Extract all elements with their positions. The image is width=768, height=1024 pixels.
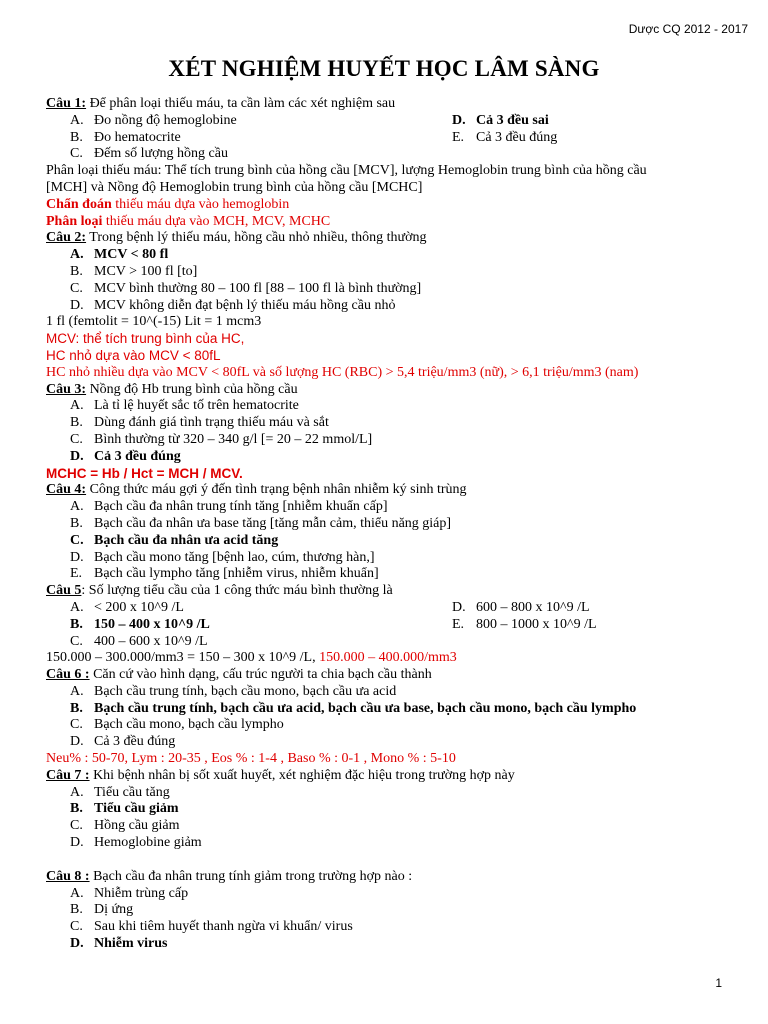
note: Phân loại thiếu máu: Thể tích trung bình của hồng cầu [MCV], lượng Hemoglobin trung bình của hồng cầu xyxy=(46,163,647,179)
option-row: A. Đo nồng độ hemoglobine D. Cả 3 đều sai xyxy=(70,112,549,128)
question-1 xyxy=(46,96,746,113)
question-6: Câu 6 : Căn cứ vào hình dạng, cấu trúc người ta chia bạch cầu thành xyxy=(46,667,432,683)
option-c: C. Sau khi tiêm huyết thanh ngừa vi khuẩn/ virus xyxy=(70,919,353,935)
option-d: D. MCV không diễn đạt bệnh lý thiếu máu hồng cầu nhỏ xyxy=(70,297,396,313)
red-note: Chẩn đoán thiếu máu dựa vào hemoglobin xyxy=(46,196,290,212)
option-d: D. Bạch cầu mono tăng [bệnh lao, cúm, thương hàn,] xyxy=(70,549,375,565)
page-number: 1 xyxy=(715,976,722,990)
option-d: D. Cả 3 đều đúng xyxy=(70,448,181,464)
option-b: B. MCV > 100 fl [to] xyxy=(70,263,198,279)
option-a: A. MCV < 80 fl xyxy=(70,247,169,263)
option-b: B. Bạch cầu trung tính, bạch cầu ưa acid, bạch cầu ưa base, bạch cầu mono, bạch cầu lympho xyxy=(70,700,637,716)
question-5: Câu 5: Số lượng tiểu cầu của 1 công thức máu bình thường là xyxy=(46,583,393,599)
course-header: Dược CQ 2012 - 2017 xyxy=(628,22,748,36)
red-note: MCHC = Hb / Hct = MCH / MCV. xyxy=(46,465,243,481)
option-a: A. Tiểu cầu tăng xyxy=(70,784,170,800)
option-a: < 200 x 10^9 /L xyxy=(94,599,184,615)
document-body xyxy=(46,96,746,953)
option-e: E. Bạch cầu lympho tăng [nhiễm virus, nhiễm khuẩn] xyxy=(70,566,379,582)
note: 1 fl (femtolit = 10^(-15) Lit = 1 mcm3 xyxy=(46,314,262,330)
option-a: Đo nồng độ hemoglobine xyxy=(94,112,237,128)
option-b: Đo hematocrite xyxy=(94,129,181,145)
note: 150.000 – 300.000/mm3 = 150 – 300 x 10^9 /L, 150.000 – 400.000/mm3 xyxy=(46,650,457,666)
option-a: A. Bạch cầu đa nhân trung tính tăng [nhiễm khuẩn cấp] xyxy=(70,499,388,515)
option-b: 150 – 400 x 10^9 /L xyxy=(94,616,210,632)
option-b: B. Dùng đánh giá tình trạng thiếu máu và sắt xyxy=(70,415,329,431)
option-row: B. Đo hematocrite E. Cả 3 đều đúng xyxy=(70,129,558,145)
red-note: Neu% : 50-70, Lym : 20-35 , Eos % : 1-4 , Baso % : 0-1 , Mono % : 5-10 xyxy=(46,751,456,767)
option-row: B. 150 – 400 x 10^9 /L E. 800 – 1000 x 10^9 /L xyxy=(70,616,597,632)
option-a: A. Bạch cầu trung tính, bạch cầu mono, bạch cầu ưa acid xyxy=(70,683,397,699)
option-c: C. Bạch cầu đa nhân ưa acid tăng xyxy=(70,532,279,548)
option-b: B. Bạch cầu đa nhân ưa base tăng [tăng mẫn cảm, thiểu năng giáp] xyxy=(70,515,452,531)
question-label: Câu 1: xyxy=(46,96,87,111)
red-note: HC nhỏ dựa vào MCV < 80fL xyxy=(46,347,221,363)
option-c: C. Bình thường từ 320 – 340 g/l [= 20 – 22 mmol/L] xyxy=(70,431,373,447)
option-b: B. Tiểu cầu giảm xyxy=(70,801,179,817)
option-d: Cả 3 đều sai xyxy=(476,112,549,128)
option-c: C. Đếm số lượng hồng cầu xyxy=(70,146,228,162)
page-title: XÉT NGHIỆM HUYẾT HỌC LÂM SÀNG xyxy=(168,56,600,81)
red-note: MCV: thể tích trung bình của HC, xyxy=(46,331,245,347)
question-3: Câu 3: Nồng độ Hb trung bình của hồng cầu xyxy=(46,381,298,397)
note: [MCH] và Nồng độ Hemoglobin trung bình của hồng cầu [MCHC] xyxy=(46,179,423,195)
question-2: Câu 2: Trong bệnh lý thiếu máu, hồng cầu nhỏ nhiều, thông thường xyxy=(46,230,427,246)
option-d: 600 – 800 x 10^9 /L xyxy=(476,599,590,615)
option-e: 800 – 1000 x 10^9 /L xyxy=(476,616,597,632)
option-a: A. Là tỉ lệ huyết sắc tố trên hematocrite xyxy=(70,398,299,414)
red-note: Phân loại thiếu máu dựa vào MCH, MCV, MCHC xyxy=(46,213,331,229)
option-a: A. Nhiễm trùng cấp xyxy=(70,885,189,901)
option-c: C. Bạch cầu mono, bạch cầu lympho xyxy=(70,717,284,733)
question-4: Câu 4: Công thức máu gợi ý đến tình trạng bệnh nhân nhiễm ký sinh trùng xyxy=(46,482,467,498)
red-note: HC nhỏ nhiều dựa vào MCV < 80fL và số lượng HC (RBC) > 5,4 triệu/mm3 (nữ), > 6,1 triệu/mm3 (nam) xyxy=(46,364,639,380)
option-c: C. MCV bình thường 80 – 100 fl [88 – 100 fl là bình thường] xyxy=(70,280,422,296)
question-8: Câu 8 : Bạch cầu đa nhân trung tính giảm trong trường hợp nào : xyxy=(46,868,413,884)
option-c: C. 400 – 600 x 10^9 /L xyxy=(70,633,208,649)
option-d: D. Cả 3 đều đúng xyxy=(70,734,176,750)
option-b: B. Dị ứng xyxy=(70,902,134,918)
option-e: Cả 3 đều đúng xyxy=(476,129,558,145)
question-text: Để phân loại thiếu máu, ta cần làm các xét nghiệm sau xyxy=(86,96,396,111)
option-d: D. Hemoglobine giảm xyxy=(70,835,202,851)
question-7: Câu 7 : Khi bệnh nhân bị sốt xuất huyết, xét nghiệm đặc hiệu trong trường hợp này xyxy=(46,767,515,783)
option-row: A. < 200 x 10^9 /L D. 600 – 800 x 10^9 /L xyxy=(70,599,590,615)
option-d: D. Nhiễm virus xyxy=(70,936,168,952)
option-c: C. Hồng cầu giảm xyxy=(70,818,180,834)
spacer xyxy=(46,852,746,869)
